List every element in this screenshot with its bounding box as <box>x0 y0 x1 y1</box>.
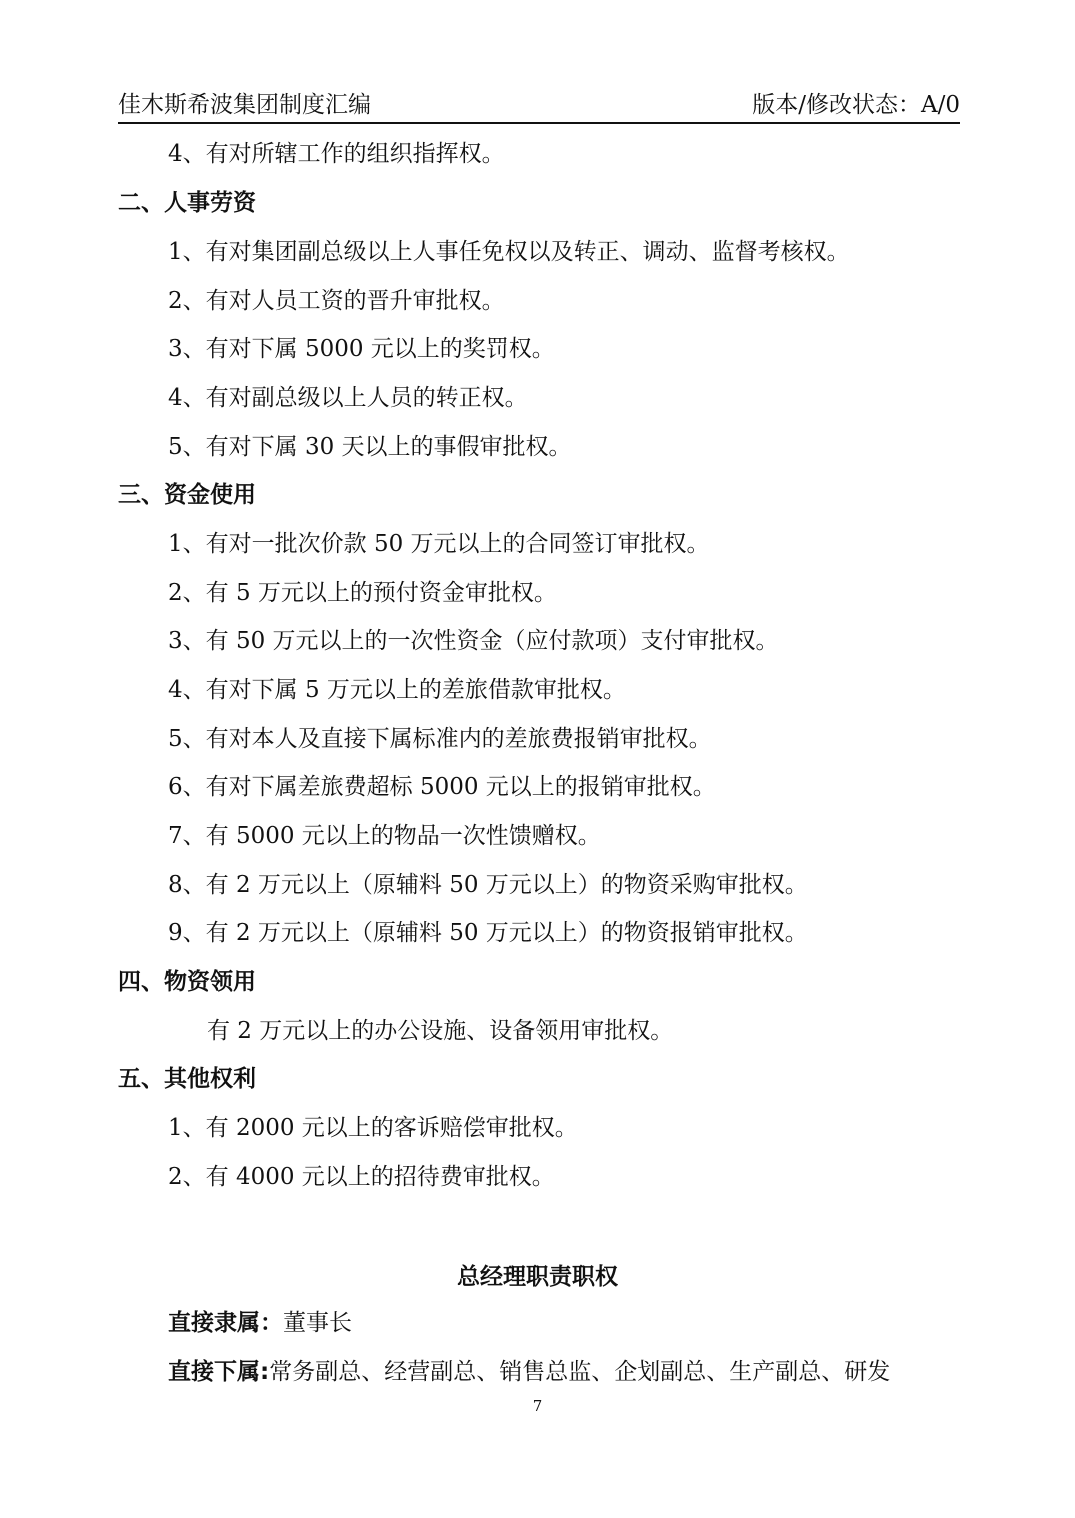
page-number: 7 <box>532 1397 543 1415</box>
section-heading-other-rights: 五、其他权利 <box>118 1066 256 1092</box>
reports-to-label: 直接隶属： <box>168 1310 283 1336</box>
header-version-status: 版本/修改状态：A/0 <box>752 92 960 118</box>
list-item: 6、有对下属差旅费超标 5000 元以上的报销审批权。 <box>168 774 716 800</box>
list-item: 8、有 2 万元以上（原辅料 50 万元以上）的物资采购审批权。 <box>168 872 808 898</box>
list-item: 3、有 50 万元以上的一次性资金（应付款项）支付审批权。 <box>168 628 779 654</box>
list-item: 2、有 5 万元以上的预付资金审批权。 <box>168 580 557 606</box>
list-item: 5、有对下属 30 天以上的事假审批权。 <box>168 434 572 460</box>
reports-to-field <box>168 1308 352 1338</box>
section-heading-personnel: 二、人事劳资 <box>118 190 256 216</box>
continued-item: 4、有对所辖工作的组织指挥权。 <box>168 141 505 167</box>
list-item: 5、有对本人及直接下属标准内的差旅费报销审批权。 <box>168 726 712 752</box>
header-document-title: 佳木斯希波集团制度汇编 <box>118 92 371 118</box>
list-item: 有 2 万元以上的办公设施、设备领用审批权。 <box>207 1018 674 1044</box>
list-item: 2、有对人员工资的晋升审批权。 <box>168 288 505 314</box>
list-item: 4、有对副总级以上人员的转正权。 <box>168 385 528 411</box>
document-title: 总经理职责职权 <box>457 1264 618 1290</box>
list-item: 4、有对下属 5 万元以上的差旅借款审批权。 <box>168 677 626 703</box>
list-item: 2、有 4000 元以上的招待费审批权。 <box>168 1164 555 1190</box>
list-item: 3、有对下属 5000 元以上的奖罚权。 <box>168 336 555 362</box>
list-item: 9、有 2 万元以上（原辅料 50 万元以上）的物资报销审批权。 <box>168 920 808 946</box>
reports-to-value: 董事长 <box>283 1310 352 1336</box>
list-item: 1、有对集团副总级以上人事任免权以及转正、调动、监督考核权。 <box>168 239 850 265</box>
page-header <box>118 88 960 124</box>
list-item: 1、有对一批次价款 50 万元以上的合同签订审批权。 <box>168 531 710 557</box>
list-item: 7、有 5000 元以上的物品一次性馈赠权。 <box>168 823 601 849</box>
subordinates-value: 常务副总、经营副总、销售总监、企划副总、生产副总、研发 <box>269 1359 891 1385</box>
subordinates-field <box>168 1357 890 1387</box>
list-item: 1、有 2000 元以上的客诉赔偿审批权。 <box>168 1115 578 1141</box>
section-heading-materials: 四、物资领用 <box>118 969 256 995</box>
section-heading-funds: 三、资金使用 <box>118 482 256 508</box>
subordinates-label: 直接下属: <box>168 1359 270 1385</box>
